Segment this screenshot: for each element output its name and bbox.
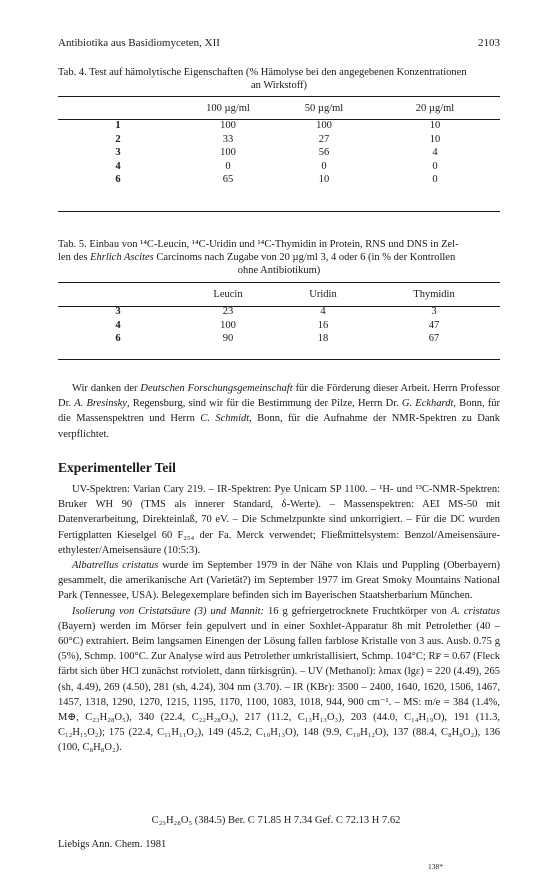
running-head [58, 37, 500, 49]
table4-column-header: 20 µg/ml [415, 102, 455, 114]
table-row [58, 133, 500, 147]
table5-body [58, 305, 500, 346]
table-cell: 90 [222, 333, 234, 345]
table4 [58, 97, 500, 187]
table4-column-header: 100 µg/ml [206, 102, 250, 114]
material-paragraph: Albatrellus cristatus wurde im September 1979 in der Nähe von Klais und Puppling (Oberbayern) gesammelt, die amerikanische Art (Varietät?) im September 1977 im Great Smoky Mountains National Park (Tennessee, USA). Belegexemplare befinden sich im Bayerischen Staatsherbarium München. [58, 560, 500, 602]
table-row [58, 332, 500, 346]
table-cell: 0 [321, 160, 327, 172]
table4-body [58, 119, 500, 187]
compound-number: 3 [115, 147, 121, 159]
table5-caption-line1: Tab. 5. Einbau von ¹⁴C-Leucin, ¹⁴C-Uridin und ¹⁴C-Thymidin in Protein, RNS und DNS in Zel- [58, 239, 459, 250]
table4-caption-line1: Tab. 4. Test auf hämolytische Eigenschaften (% Hämolyse bei den angegebenen Konzentrationen [58, 67, 467, 78]
experimental-text [58, 482, 500, 756]
table-cell: 18 [317, 333, 329, 345]
table-cell: 100 [220, 319, 236, 331]
table-row [58, 146, 500, 160]
page-number: 2103 [478, 37, 500, 49]
compound-number: 1 [115, 120, 121, 132]
acknowledgement-paragraph: Wir danken der Deutschen Forschungsgemeinschaft für die Förderung dieser Arbeit. Herrn Professor Dr. A. Bresinsky, Regensburg, sind wir für die Bestimmung der Pilze, Herrn Dr. G. Eckhardt, Bonn, für die Massenspektren und Herrn C. Schmidt, Bonn, für die Aufnahme der NMR-Spektren zu Dank verpflichtet. [58, 383, 500, 440]
compound-number: 6 [115, 174, 121, 186]
table5 [58, 283, 500, 346]
section-heading: Experimenteller Teil [58, 460, 176, 475]
table-row [58, 119, 500, 133]
table-row [58, 305, 500, 319]
compound-number: 4 [115, 319, 121, 331]
compound-number: 2 [115, 133, 121, 145]
table5-header-rule [58, 306, 500, 307]
table-cell: 0 [432, 160, 438, 172]
table-cell: 0 [432, 174, 438, 186]
table4-header-rule [58, 119, 500, 120]
table-cell: 56 [318, 147, 330, 159]
table-cell: 100 [220, 147, 236, 159]
table5-caption-line3: ohne Antibiotikum) [237, 265, 321, 276]
table5-column-header: Leucin [213, 288, 243, 300]
table-cell: 10 [429, 120, 441, 132]
table-cell: 4 [432, 147, 438, 159]
table5-caption-line2: len des Ehrlich Ascites Carcinoms nach Zugabe von 20 µg/ml 3, 4 oder 6 (in % der Kontrollen [58, 252, 456, 263]
table-cell: 67 [428, 333, 440, 345]
table5-column-header: Uridin [309, 288, 337, 300]
table-cell: 16 [317, 319, 329, 331]
table4-column-header [58, 97, 178, 119]
table-cell: 33 [222, 133, 234, 145]
methods-paragraph: UV-Spektren: Varian Cary 219. – IR-Spektren: Pye Unicam SP 1100. – ¹H- und ¹³C-NMR-Spektren: Bruker WH 90 (TMS als innerer Standard, δ-Werte). – Massenspektren: AEI MS-50 mit Datenverarbeitung, Direkteinlaß, 70 eV. – Die Schmelzpunkte sind unkorrigiert. – Für die DC wurden Fertigplatten Kieselgel 60 F₂₅₄ der Fa. Merck verwendet; Fließmittelsystem: Benzol/Ameisensäure-ethylester/Ameisensäure (10:5:3). [58, 484, 500, 556]
table-row [58, 173, 500, 187]
table5-caption [58, 238, 500, 277]
table-cell: 100 [220, 120, 236, 132]
compound-number: 3 [115, 306, 121, 318]
table-cell: 65 [222, 174, 234, 186]
table-cell: 10 [429, 133, 441, 145]
journal-footer: Liebigs Ann. Chem. 1981 [58, 839, 167, 850]
table-cell: 47 [428, 319, 440, 331]
table-cell: 0 [225, 160, 231, 172]
table4-column-header: 50 µg/ml [304, 102, 344, 114]
table5-bottom-rule [58, 359, 500, 360]
isolation-paragraph: Isolierung von Cristatsäure (3) und Mannit: 16 g gefriergetrocknete Fruchtkörper von A. cristatus (Bayern) werden im Mörser fein gepulvert und in einer Soxhlet-Apparatur 8h mit Petrolether (40 – 60°C) extrahiert. Beim langsamen Einengen der Lösung fallen farblose Kristalle von 3 aus. Ausb. 0.75 g (5%), Schmp. 100°C. Zur Analyse wird aus Petrolether umkristallisiert, Schmp. 104°C; Rꜰ = 0.67 (Fleck färbt sich über HCl zunächst rotviolett, dann türkisgrün). – UV (Methanol): λmax (lgε) = 220 (4.49), 265 (sh, 4.49), 269 (4.50), 281 (sh, 4.24), 304 nm (3.70). – IR (KBr): 3500 – 2400, 1640, 1620, 1506, 1467, 1457, 1318, 1290, 1270, 1215, 1195, 1170, 1100, 1083, 1018, 944, 900 cm⁻¹. – MS: m/e = 384 (1.4%, M⊕, C₂₃H₂₈O₅), 340 (22.4, C₂₂H₂₈O₃), 217 (11.2, C₁₃H₁₃O₃), 203 (44.0, C₁₄H₁₉O), 191 (11.3, C₁₂H₁₅O₂); 175 (22.4, C₁₁H₁₁O₂), 149 (45.2, C₁₀H₁₃O), 148 (9.9, C₁₀H₁₂O), 137 (88.4, C₈H₉O₂), 136 (100, C₈H₈O₂). [58, 605, 500, 754]
table-cell: 3 [431, 306, 437, 318]
table4-header-row [58, 97, 500, 119]
running-title: Antibiotika aus Basidiomyceten, XII [58, 37, 220, 49]
table-row [58, 160, 500, 174]
table4-bottom-rule [58, 211, 500, 212]
table-cell: 100 [316, 120, 332, 132]
table5-column-header: Thymidin [413, 288, 455, 300]
table-cell: 10 [318, 174, 330, 186]
table-row [58, 319, 500, 333]
table-cell: 4 [320, 306, 326, 318]
table4-caption [58, 66, 500, 92]
elemental-analysis-line: C₂₃H₂₈O₅ (384.5) Ber. C 71.85 H 7.34 Gef. C 72.13 H 7.62 [151, 815, 401, 826]
table5-header-row [58, 283, 500, 305]
table5-column-header [58, 283, 178, 305]
compound-number: 4 [115, 160, 121, 172]
table-cell: 23 [222, 306, 234, 318]
table4-caption-line2: an Wirkstoff) [250, 80, 308, 91]
table-cell: 27 [318, 133, 330, 145]
signature-mark: 138* [428, 862, 443, 871]
compound-number: 6 [115, 333, 121, 345]
